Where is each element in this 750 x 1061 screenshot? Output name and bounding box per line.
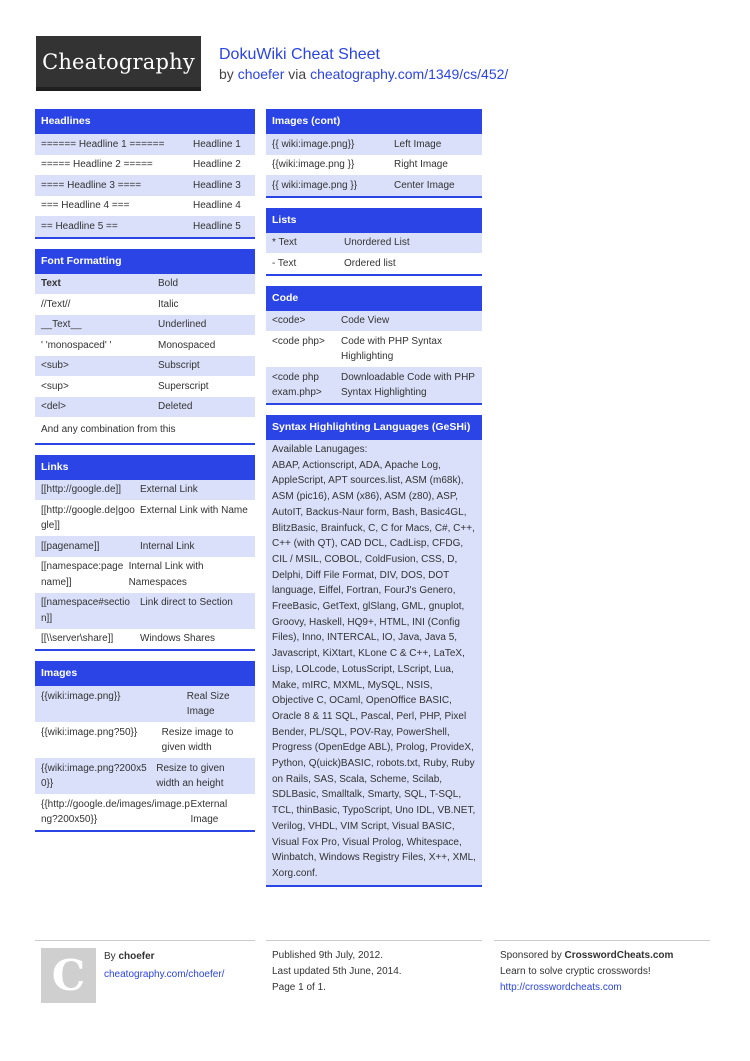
by-label: By [104,951,119,962]
languages-list: ABAP, Actionscript, ADA, Apache Log, AppleScript, APT sources.list, ASM (m68k), ASM (pic16), ASM (x86), ASM (z80), ASP, AutoIT, Backus-Naur form, Bash, Basic4GL, BlitzBasic, Brainfuck, C, C for Macs, C#, C++, C++ (with QT), CAD DCL, CadLisp, CFDG, CIL / MSIL, COBOL, ColdFusion, CSS, D, Delphi, Diff File Format, DIV, DOS, DOT language, Eiffel, Fortran, FourJ's Genero, FreeBasic, GetText, glSlang, GML, gnuplot, Groovy, Haskell, HQ9+, HTML, INI (Config Files), Inno, INTERCAL, IO, Java, Java 5, Javascript, KiXtart, KLone C & C++, LaTeX, Lisp, LOLcode, LotusScript, LScript, Lua, Make, mIRC, MXML, MySQL, NSIS, Objective C, OCaml, OpenOffice BASIC, Oracle 8 & 11 SQL, Pascal, Perl, PHP, Pixel Bender, PL/SQL, POV-Ray, PowerShell, Progress (OpenEdge ABL), Prolog, ProvideX, Python, Q(uick)BASIC, robots.txt, Ruby, Ruby on Rails, SAS, Scala, Scheme, Scilab, SDLBasic, Smalltalk, Smarty, SQL, T-SQL, TCL, thinBasic, TypoScript, Uno IDL, VB.NET, Verilog, VHDL, VIM Script, Visual BASIC, Visual Fox Pro, Visual Prolog, Whitespace, Winbatch, Windows Registry Files, X++, XML, Xorg.conf. [272,459,476,879]
syntax-cell: == Headline 5 == [41,220,118,232]
syntax-cell: {{ wiki:image.png }} [272,179,358,191]
table-row [35,686,255,722]
font-formatting-table [35,274,255,445]
table-row [266,134,482,155]
page-title: DokuWiki Cheat Sheet [219,46,380,63]
table-row [35,134,255,155]
table-row [35,758,255,794]
footer-author-link[interactable]: cheatography.com/choefer/ [104,969,225,980]
author-link[interactable]: choefer [237,66,285,82]
table-row [35,335,255,356]
updated-date: Last updated 5th June, 2014. [272,966,402,977]
section-note: And any combination from this [41,424,176,435]
description-cell: Code with PHP Syntax Highlighting [341,335,442,362]
description-cell: Superscript [158,380,209,392]
table-row [35,216,255,237]
table-row [266,367,482,403]
author-avatar[interactable] [41,948,96,1003]
syntax-cell: === Headline 4 === [41,200,130,211]
images-section [35,661,255,832]
code-section [266,286,482,406]
links-section [35,455,255,652]
table-row [35,376,255,397]
images-cont-section [266,109,482,198]
table-row [35,294,255,315]
syntax-cell: Text [41,278,61,289]
description-cell: Ordered list [344,257,396,269]
description-cell: Resize to given width an height [156,762,225,789]
description-cell: Windows Shares [140,633,216,644]
images-table [35,686,255,832]
lists-section [266,208,482,276]
syntax-languages-body [266,440,482,887]
table-row [35,397,255,418]
footer-author-name: choefer [118,951,155,962]
description-cell: Link direct to Section [140,597,233,608]
table-row [35,155,255,176]
description-cell: Bold [158,278,179,289]
table-row [266,253,482,274]
section-title: Links [35,455,255,480]
footer-divider [266,940,482,941]
syntax-cell: //Text// [41,298,71,310]
table-row [35,629,255,650]
footer-dates [272,948,402,996]
table-row [35,175,255,196]
description-cell: Resize image to given width [161,726,234,753]
table-row [266,331,482,367]
table-row [35,356,255,377]
syntax-cell: {{wiki:image.png?50}} [41,726,138,738]
section-title: Code [266,286,482,311]
syntax-cell: [[http://google.de|google]] [41,504,135,531]
table-row [266,233,482,254]
description-cell: Deleted [158,401,193,412]
syntax-cell: - Text [272,257,297,269]
section-title: Font Formatting [35,249,255,274]
description-cell: Headline 3 [193,179,241,191]
section-title: Images [35,661,255,686]
description-cell: Unordered List [344,237,410,248]
table-row [35,274,255,295]
headlines-section [35,109,255,239]
sheet-url-link[interactable]: cheatography.com/1349/cs/452/ [310,66,509,82]
syntax-cell: <code php exam.php> [272,371,322,398]
footer-sponsor [500,948,673,996]
table-row [35,315,255,336]
lists-table [266,233,482,276]
footer-divider [494,940,710,941]
table-row [35,794,255,830]
section-title: Lists [266,208,482,233]
logo-text: Cheatography [42,49,195,74]
left-column [35,109,255,842]
syntax-cell: [[namespace#section]] [41,597,130,624]
subtitle [219,66,508,82]
table-row [35,722,255,758]
page-number: Page 1 of 1. [272,982,326,993]
table-row [266,155,482,176]
description-cell: Downloadable Code with PHP Syntax Highlighting [341,371,475,398]
via-text: via [284,66,311,82]
description-cell: Right Image [394,159,448,170]
avatar-letter: C [51,951,86,1000]
footer-divider [35,940,255,941]
syntax-cell: * Text [272,237,297,248]
description-cell: External Link [140,484,198,495]
syntax-cell: ====== Headline 1 ====== [41,138,165,150]
sponsor-link[interactable]: http://crosswordcheats.com [500,982,622,993]
description-cell: Underlined [158,319,207,330]
font-formatting-section [35,249,255,445]
syntax-cell: [[\\server\share]] [41,633,114,644]
description-cell: Center Image [394,179,455,191]
syntax-cell: <sup> [41,380,69,392]
table-row [35,500,255,536]
section-title: Syntax Highlighting Languages (GeSHi) [266,415,482,440]
syntax-cell: [[namespace:pagename]] [41,561,124,588]
description-cell: Internal Link with Namespaces [128,561,204,588]
syntax-highlighting-section [266,415,482,887]
syntax-cell: <code> [272,315,306,326]
syntax-cell: {{wiki:image.png?200x50}} [41,762,147,789]
images-cont-table [266,134,482,198]
sponsor-name: CrosswordCheats.com [564,950,674,961]
published-date: Published 9th July, 2012. [272,950,384,961]
sponsor-tagline: Learn to solve cryptic crosswords! [500,966,651,977]
description-cell: Left Image [394,138,442,150]
description-cell: Real Size Image [186,690,230,717]
syntax-cell: {{ wiki:image.png}} [272,138,355,150]
sponsored-label: Sponsored by [500,950,565,961]
table-row [35,536,255,557]
syntax-cell: [[http://google.de]] [41,484,122,495]
syntax-cell: <code php> [272,335,325,347]
table-row [35,593,255,629]
code-table [266,311,482,406]
right-column [266,109,482,897]
table-row [266,311,482,332]
footer-author [104,949,224,983]
by-prefix: by [219,66,238,82]
description-cell: Headline 5 [193,220,241,232]
table-row [266,175,482,196]
syntax-cell: <del> [41,401,67,412]
headlines-table [35,134,255,239]
syntax-cell: {{http://google.de/images/image.png?200x50}} [41,798,190,825]
description-cell: Headline 1 [193,138,241,150]
table-row [35,557,255,593]
syntax-cell: ==== Headline 3 ==== [41,179,142,191]
table-row [35,196,255,217]
cheatography-logo[interactable] [36,36,201,91]
syntax-cell: [[pagename]] [41,540,100,552]
description-cell: Internal Link [140,540,195,552]
description-cell: Headline 4 [193,200,241,211]
syntax-cell: {{wiki:image.png }} [272,159,355,170]
description-cell: Monospaced [158,339,216,351]
description-cell: External Image [190,798,228,825]
table-row [35,480,255,501]
description-cell: Italic [158,298,179,310]
description-cell: Headline 2 [193,159,241,170]
description-cell: Subscript [158,360,200,371]
links-table [35,480,255,652]
languages-label: Available Lanugages: [272,444,368,455]
description-cell: External Link with Name [140,504,248,516]
syntax-cell: ===== Headline 2 ===== [41,159,153,170]
section-title: Headlines [35,109,255,134]
description-cell: Code View [341,315,390,326]
syntax-cell: __Text__ [41,319,82,330]
syntax-cell: <sub> [41,360,69,371]
syntax-cell: ' 'monospaced' ' [41,339,112,351]
section-title: Images (cont) [266,109,482,134]
syntax-cell: {{wiki:image.png}} [41,690,121,702]
